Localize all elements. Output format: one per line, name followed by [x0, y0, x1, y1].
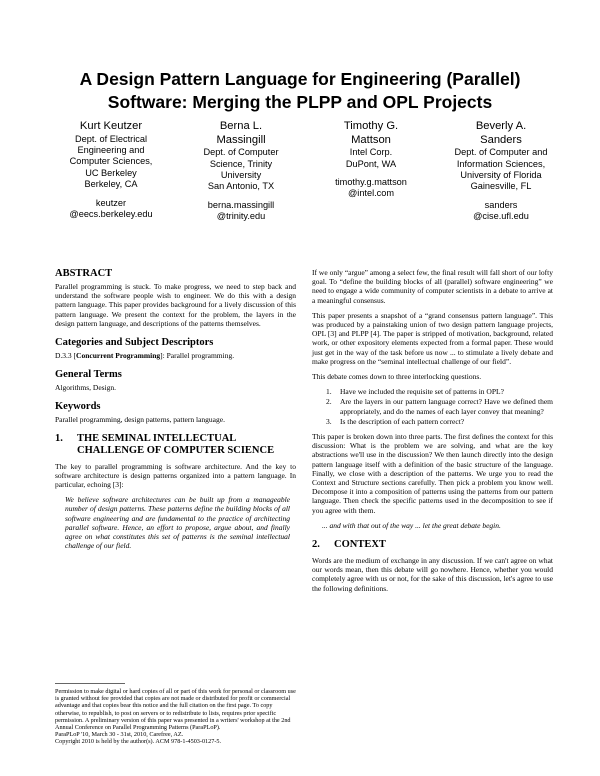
author-name: Kurt Keutzer — [79, 120, 143, 132]
author-email — [176, 200, 306, 223]
section-1-heading — [55, 433, 296, 457]
author-name — [306, 120, 436, 147]
paragraph: Words are the medium of exchange in any discussion. If we can't agree on what our words mean, then this debate will go nowhere. Hence, whether you would completely agree with us or not, for the sake of this discussion, let's agree to use the following definitions. — [312, 556, 553, 593]
abstract-heading: ABSTRACT — [55, 268, 113, 279]
affiliation-line: University — [220, 170, 262, 180]
affiliation-line: Information Sciences, — [456, 158, 546, 169]
affiliation-line: UC Berkeley — [85, 167, 137, 178]
categories-rest: ]: Parallel programming. — [160, 351, 235, 361]
keywords-text: Parallel programming, design patterns, pattern language. — [55, 415, 225, 425]
email-line: keutzer — [95, 197, 127, 208]
affiliation-line: DuPont, WA — [345, 158, 397, 169]
copyright-line: Copyright 2010 is held by the author(s). ACM 978-1-4503-0127-5. — [55, 738, 222, 746]
abstract-text: Parallel programming is stuck. To make progress, we need to step back and understand the software people wish to engineer. We do this with a design pattern language. This paper provides background for a lively discussion of this pattern language. We present the context for the problem, the layers in the design pattern language, and descriptions of the patterns themselves. — [55, 282, 296, 328]
affiliation-line: Intel Corp. — [349, 147, 393, 158]
author-affiliation — [306, 147, 436, 170]
paragraph: This debate comes down to three interlocking questions. — [312, 372, 482, 382]
categories-heading: Categories and Subject Descriptors — [55, 337, 214, 349]
affiliation-line: Computer Sciences, — [69, 156, 153, 167]
email-line: sanders — [484, 199, 518, 210]
author-name — [436, 120, 566, 147]
list-number: 1. — [326, 387, 332, 397]
list-item — [312, 387, 553, 396]
paragraph: If we only “argue” among a select few, the final result will fall short of our lofty goal. To “define the building blocks of all (parallel) software engineering” we need to engage a wide community of computer scientists in a debate to arrive at a meaningful consensus. — [312, 268, 553, 305]
author-email — [306, 177, 436, 200]
affiliation-line: Dept. of Electrical — [75, 133, 147, 144]
footnote-divider — [55, 683, 125, 684]
title-line-2: Software: Merging the PLPP and OPL Projects — [107, 92, 493, 112]
email-line: @eecs.berkeley.edu — [69, 209, 153, 220]
list-number: 3. — [326, 416, 332, 426]
paragraph: This paper presents a snapshot of a “grand consensus pattern language”. This was produced by a painstaking union of two design pattern language projects, OPL [3] and PLPP [4]. The paper is stripped of motivation, background, related work, or other expository elements expected from a formal paper. These would just get in the way of the task before us now ... to stimulate a lively debate and make progress on the “seminal intellectual challenge of our field”. — [312, 310, 553, 366]
questions-list — [312, 387, 553, 426]
list-item — [312, 417, 553, 426]
affiliation-line: Science, Trinity — [209, 158, 273, 169]
author-email — [46, 198, 176, 221]
affiliation-line: San Antonio, TX — [207, 181, 275, 192]
section-1-title-line: THE SEMINAL INTELLECTUAL — [77, 432, 237, 444]
email-line: timothy.g.mattson — [335, 177, 407, 187]
permission-block — [55, 688, 296, 746]
author-3 — [306, 120, 436, 223]
author-1 — [46, 120, 176, 223]
name-line: Sanders — [480, 133, 522, 146]
title-line-1: A Design Pattern Language for Engineering (Parallel) — [79, 69, 521, 89]
email-line: berna.massingill — [207, 199, 275, 210]
list-text: Are the layers in our pattern language correct? Have we defined them appropriately, and do the names of each layer convey that meaning? — [340, 397, 553, 416]
name-line: Mattson — [351, 133, 391, 146]
name-line: Massingill — [216, 133, 266, 146]
name-line: Timothy G. — [343, 120, 399, 132]
author-affiliation — [176, 147, 306, 193]
categories-text — [55, 351, 296, 360]
section-1-title — [77, 433, 274, 457]
affiliation-line: Dept. of Computer — [203, 147, 279, 158]
email-line: @trinity.edu — [216, 211, 266, 222]
permission-text: Permission to make digital or hard copies of all or part of this work for personal or classroom use is granted without fee provided that copies are not made or distributed for profit or commercial advantage and that copies bear this notice and the full citation on the first page. To copy otherwise, to republish, to post on servers or to redistribute to lists, requires prior specific permission. A preliminary version of this paper was presented in a writers' workshop at the 2nd Annual Conference on Parallel Programming Patterns (ParaPLoP). — [55, 688, 296, 732]
affiliation-line: Berkeley, CA — [84, 179, 138, 190]
paragraph: This paper is broken down into three parts. The first defines the context for this discussion: What is the problem we are solving, and what are the key abstractions we'll use in the discussion? We then launch directly into the design pattern language itself with a definition of the basic structure of the language. Finally, we close with a description of the patterns. We urge you to read the Context and Structure sections carefully. Then pick a problem you know well. Decompose it into a composition of patterns using the patterns from our pattern language. Then check the specific patterns used in the decomposition to see if you agree with them. — [312, 432, 553, 515]
author-email — [436, 200, 566, 223]
categories-code: D.3.3 [ — [55, 351, 77, 361]
name-line: Beverly A. — [475, 120, 527, 132]
affiliation-line: Engineering and — [77, 145, 145, 155]
email-line: @intel.com — [347, 188, 395, 199]
left-column — [55, 268, 296, 556]
author-block — [46, 120, 566, 223]
author-2 — [176, 120, 306, 223]
author-4 — [436, 120, 566, 223]
list-number: 2. — [326, 397, 332, 407]
categories-bold: Concurrent Programming — [76, 351, 161, 361]
section-2-title: CONTEXT — [334, 539, 386, 551]
name-line: Berna L. — [219, 120, 263, 132]
closing-quote: ... and with that out of the way ... let the great debate begin. — [322, 520, 501, 530]
keywords-heading: Keywords — [55, 401, 101, 413]
affiliation-line: University of Florida — [460, 170, 542, 180]
author-name — [176, 120, 306, 147]
section-2-number: 2. — [312, 539, 320, 551]
general-terms-text: Algorithms, Design. — [55, 383, 117, 393]
email-line: @cise.ufl.edu — [473, 211, 529, 222]
section-1-paragraph: The key to parallel programming is software architecture. And the key to software architecture is design patterns organized into a pattern language. In particular, echoing [3]: — [55, 461, 296, 490]
paper-title — [40, 68, 560, 114]
affiliation-line: Dept. of Computer and — [454, 147, 548, 158]
author-affiliation — [46, 134, 176, 191]
list-item — [312, 397, 553, 415]
list-text: Have we included the requisite set of patterns in OPL? — [340, 387, 504, 397]
affiliation-line: Gainesville, FL — [470, 181, 532, 192]
conference-line: ParaPLoP '10, March 30 - 31st, 2010, Carefree, AZ. — [55, 731, 184, 739]
list-text: Is the description of each pattern correct? — [340, 416, 465, 426]
section-2-heading — [312, 539, 553, 551]
section-1-title-line: CHALLENGE OF COMPUTER SCIENCE — [77, 444, 275, 456]
section-1-quote: We believe software architectures can be built up from a manageable number of design patterns. These patterns define the building blocks of all software engineering and are fundamental to the practice of architecting parallel software. Hence, an effort to propose, argue about, and finally agree on what constitutes this set of patterns is the seminal intellectual challenge of our field. — [65, 495, 290, 551]
author-affiliation — [436, 147, 566, 193]
section-1-number: 1. — [55, 432, 63, 444]
right-column — [312, 268, 553, 599]
general-terms-heading: General Terms — [55, 369, 122, 381]
